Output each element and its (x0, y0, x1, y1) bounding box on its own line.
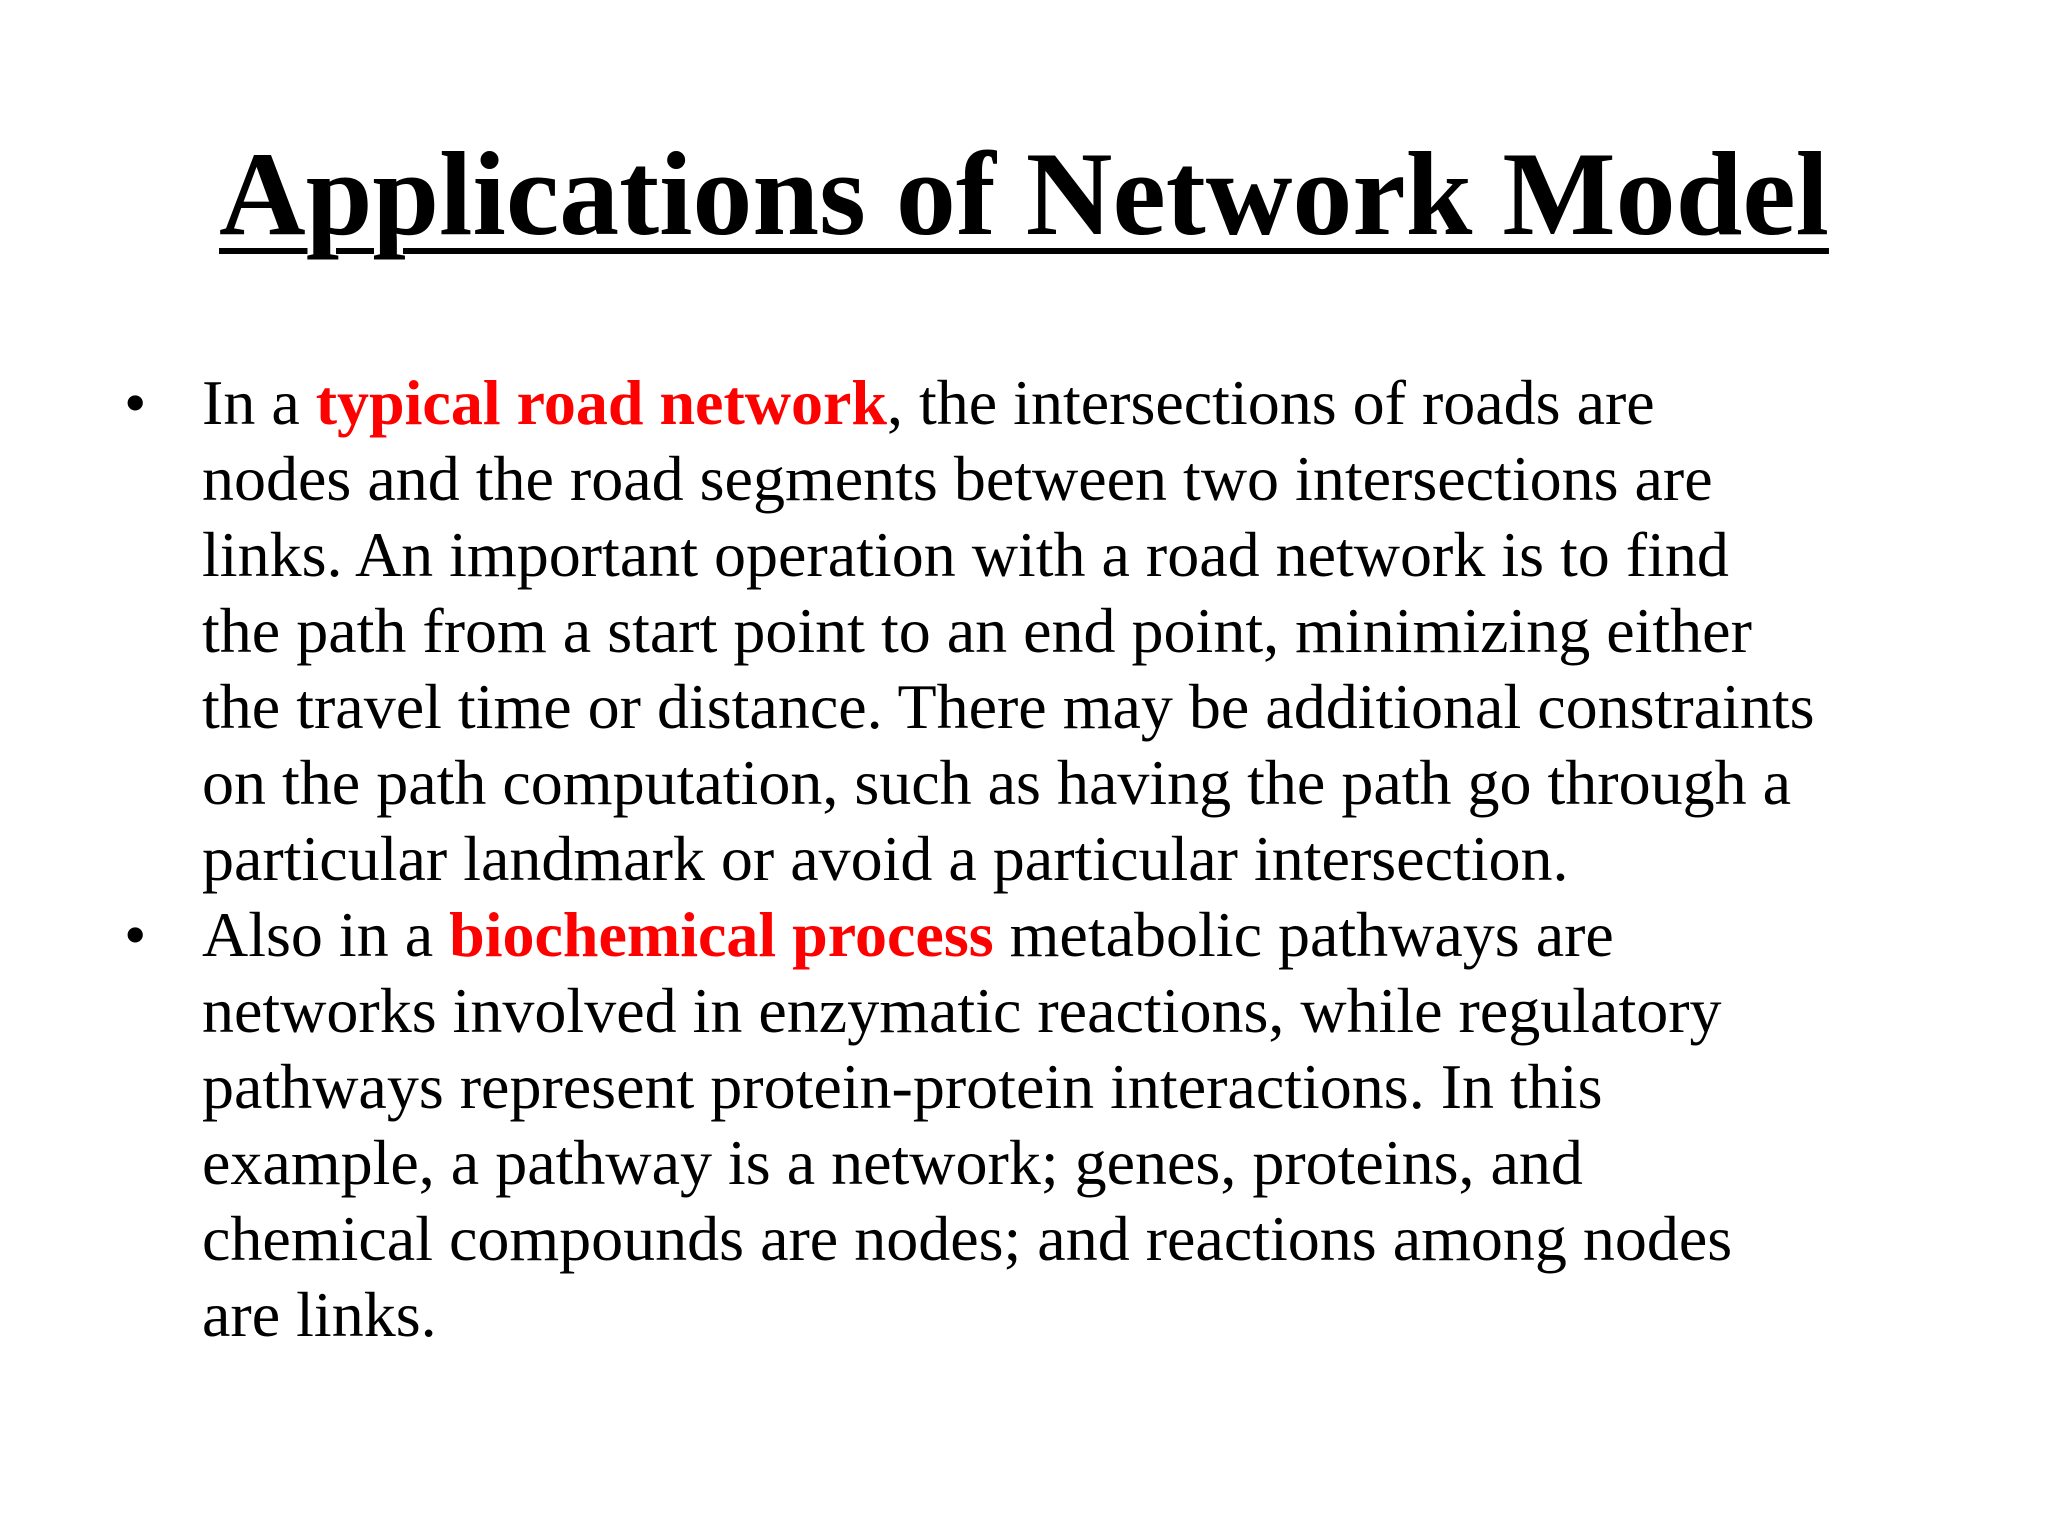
highlight-road-network: typical road network (315, 367, 887, 438)
bullet-line: particular landmark or avoid a particular intersection. (202, 823, 1569, 894)
bullet-line: the path from a start point to an end point, minimizing either (202, 595, 1752, 666)
line-text: Also in a (202, 899, 450, 970)
bullet-line: chemical compounds are nodes; and reactions among nodes (202, 1203, 1733, 1274)
bullet-list (0, 365, 2048, 1353)
line-text: , the intersections of roads are (886, 367, 1655, 438)
line-text: metabolic pathways are (993, 899, 1614, 970)
bullet-line (202, 365, 2048, 441)
bullet-line: links. An important operation with a road network is to find (202, 519, 1729, 590)
bullet-marker: • (124, 899, 147, 970)
bullet-line: pathways represent protein-protein interactions. In this (202, 1051, 1603, 1122)
bullet-line: the travel time or distance. There may be additional constraints (202, 671, 1815, 742)
line-text: In a (202, 367, 316, 438)
slide-title: Applications of Network Model (219, 127, 1829, 260)
bullet-line (202, 897, 2048, 973)
bullet-line: nodes and the road segments between two intersections are (202, 443, 1713, 514)
bullet-line: are links. (202, 1279, 437, 1350)
bullet-line: on the path computation, such as having the path go through a (202, 747, 1791, 818)
bullet-line: example, a pathway is a network; genes, proteins, and (202, 1127, 1583, 1198)
bullet-line: networks involved in enzymatic reactions, while regulatory (202, 975, 1722, 1046)
bullet-marker: • (124, 367, 147, 438)
bullet-road-network (0, 365, 2048, 897)
highlight-biochemical-process: biochemical process (449, 899, 994, 970)
bullet-biochemical-process (0, 897, 2048, 1353)
